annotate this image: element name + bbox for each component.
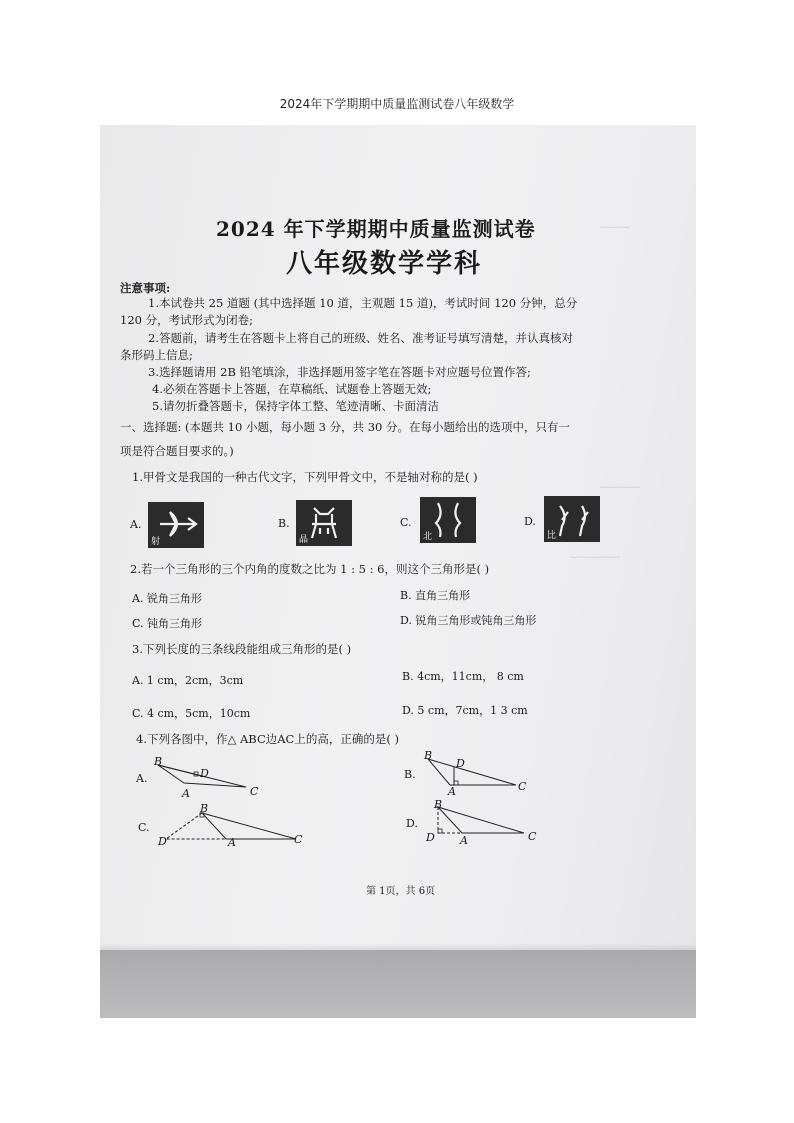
exam-title: 2024 年下学期期中质量监测试卷 (216, 217, 536, 241)
point-label-c: C (528, 830, 537, 843)
q2-option-c: C. 钝角三角形 (132, 617, 203, 630)
point-label-a: A (460, 834, 468, 847)
point-label-c: C (250, 785, 259, 798)
oracle-glyph-bei-image (420, 497, 476, 543)
point-label-b: B (434, 798, 443, 811)
q2-option-a: A. 锐角三角形 (132, 592, 202, 605)
q1-option-a-label: A. (130, 518, 142, 531)
q1-option-b-label: B. (278, 517, 290, 530)
oracle-glyph-bi-image (544, 496, 600, 542)
point-label-b: B (154, 755, 163, 768)
notes-line: 4.必须在答题卡上答题，在草稿纸、试题卷上答题无效; (152, 382, 432, 396)
q4-option-d-label: D. (406, 817, 418, 830)
notes-line: 2.答题前，请考生在答题卡上将自己的班级、姓名、准考证号填写清楚，并认真核对 (148, 331, 573, 345)
oracle-glyph-jing-image (296, 500, 352, 546)
oracle-glyph-caption: 北 (423, 532, 433, 542)
q4-option-b-label: B. (404, 768, 416, 781)
point-label-c: C (294, 833, 303, 846)
q1-option-d-label: D. (524, 515, 536, 528)
section-one-heading-cont: 项是符合题目要求的。) (120, 444, 234, 458)
point-label-a: A (182, 787, 190, 800)
notes-line: 1.本试卷共 25 道题 (其中选择题 10 道，主观题 15 道)，考试时间 120 分钟，总分 (148, 296, 578, 310)
document-title: 2024年下学期期中质量监测试卷八年级数学 (279, 97, 515, 111)
q2-option-d: D. 锐角三角形或钝角三角形 (400, 614, 537, 627)
question-3-stem: 3.下列长度的三条线段能组成三角形的是( ) (132, 642, 352, 656)
exam-subject: 八年级数学学科 (286, 249, 483, 279)
bleed-through-text: ﹏﹏﹏ (600, 219, 630, 230)
q4-diagram-b (418, 749, 528, 799)
q4-option-c-label: C. (138, 821, 150, 834)
desk-surface (100, 950, 696, 1018)
oracle-glyph-she-image (148, 502, 204, 548)
scanned-exam-photo (100, 125, 696, 1018)
question-2-stem: 2.若一个三角形的三个内角的度数之比为 1 : 5 : 6，则这个三角形是( ) (130, 562, 490, 576)
notes-heading: 注意事项: (120, 281, 171, 295)
notes-line: 5.请勿折叠答题卡，保持字体工整、笔迹清晰、卡面清洁 (152, 399, 439, 413)
notes-line: 条形码上信息; (120, 348, 193, 362)
oracle-glyph-caption: 比 (547, 531, 557, 541)
notes-line: 120 分，考试形式为闭卷; (120, 313, 253, 327)
q3-option-b: B. 4cm，11cm， 8 cm (402, 670, 524, 683)
section-one-heading: 一、选择题: (本题共 10 小题，每小题 3 分，共 30 分。在每小题给出的选项中，只有一 (120, 420, 571, 434)
point-label-a: A (448, 785, 456, 798)
q1-option-c-label: C. (400, 516, 412, 529)
page-number: 第 1页，共 6页 (366, 886, 436, 897)
q4-option-a-label: A. (136, 772, 148, 785)
question-4-stem: 4.下列各图中，作△ ABC边AC上的高，正确的是( ) (136, 732, 399, 746)
notes-line: 3.选择题请用 2B 铅笔填涂，非选择题用签字笔在答题卡对应题号位置作答; (148, 365, 531, 379)
q3-option-a: A. 1 cm，2cm，3cm (132, 674, 244, 687)
point-label-d: D (158, 835, 167, 848)
oracle-glyph-caption: 晶 (299, 535, 309, 545)
oracle-glyph-caption: 射 (151, 537, 161, 547)
point-label-c: C (518, 780, 527, 793)
q3-option-d: D. 5 cm，7cm，1 3 cm (402, 704, 528, 717)
bleed-through-text: ﹏﹏﹏﹏ (600, 479, 640, 490)
q2-option-b: B. 直角三角形 (400, 589, 471, 602)
bleed-through-text: ﹏﹏﹏﹏﹏ (570, 549, 620, 560)
q3-option-c: C. 4 cm，5cm，10cm (132, 707, 251, 720)
question-1-stem: 1.甲骨文是我国的一种古代文字，下列甲骨文中，不是轴对称的是( ) (132, 470, 478, 484)
point-label-b: B (424, 749, 433, 762)
point-label-d: D (456, 757, 465, 770)
point-label-b: B (200, 802, 209, 815)
point-label-a: A (228, 836, 236, 849)
point-label-d: D (200, 767, 209, 780)
point-label-d: D (426, 831, 435, 844)
